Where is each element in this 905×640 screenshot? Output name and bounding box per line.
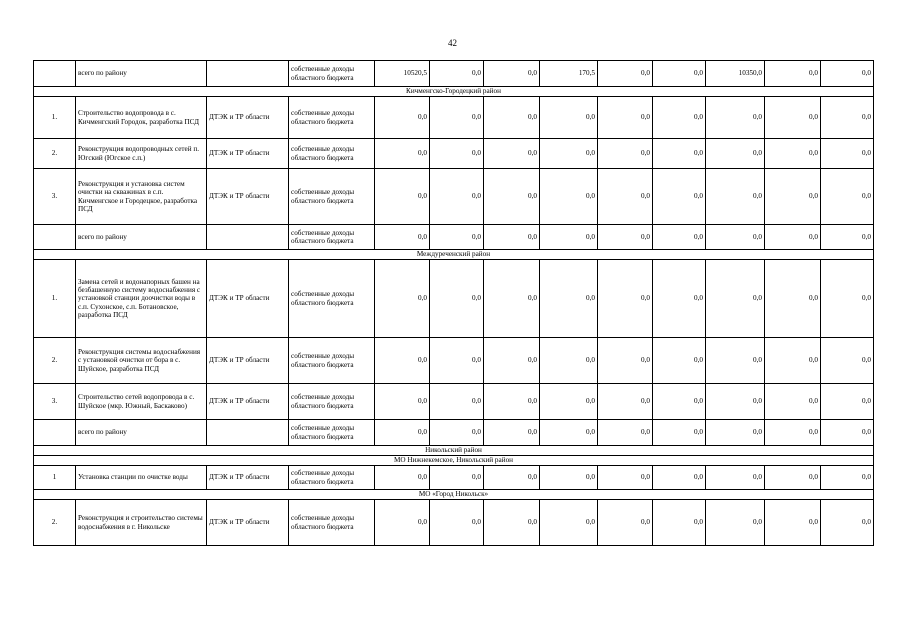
amount-cell: 0,0 <box>484 466 540 490</box>
funding-source: собственные доходы областного бюджета <box>289 97 375 139</box>
amount-cell: 0,0 <box>765 139 821 169</box>
amount-cell: 0,0 <box>430 338 484 384</box>
responsible-body: ДТЭК и ТР области <box>207 384 289 420</box>
funding-source: собственные доходы областного бюджета <box>289 338 375 384</box>
amount-cell: 0,0 <box>540 466 598 490</box>
responsible-body <box>207 420 289 446</box>
total-row <box>34 61 874 87</box>
amount-cell: 0,0 <box>706 500 765 546</box>
row-number <box>34 420 76 446</box>
table-row <box>34 139 874 169</box>
responsible-body: ДТЭК и ТР области <box>207 466 289 490</box>
amount-cell: 170,5 <box>540 61 598 87</box>
page-number: 42 <box>448 38 457 48</box>
responsible-body: ДТЭК и ТР области <box>207 139 289 169</box>
amount-cell: 0,0 <box>430 169 484 225</box>
responsible-body: ДТЭК и ТР области <box>207 500 289 546</box>
amount-cell: 0,0 <box>706 260 765 338</box>
amount-cell: 0,0 <box>375 169 430 225</box>
amount-cell: 0,0 <box>375 500 430 546</box>
amount-cell: 0,0 <box>598 420 653 446</box>
amount-cell: 0,0 <box>540 97 598 139</box>
amount-cell: 0,0 <box>653 139 706 169</box>
amount-cell: 0,0 <box>653 466 706 490</box>
amount-cell: 0,0 <box>765 500 821 546</box>
amount-cell: 0,0 <box>706 97 765 139</box>
amount-cell: 0,0 <box>540 260 598 338</box>
amount-cell: 0,0 <box>430 139 484 169</box>
row-number: 2. <box>34 500 76 546</box>
table-row <box>34 384 874 420</box>
row-number <box>34 225 76 250</box>
amount-cell: 0,0 <box>598 61 653 87</box>
row-number: 1. <box>34 260 76 338</box>
amount-cell: 0,0 <box>375 384 430 420</box>
table-row <box>34 466 874 490</box>
amount-cell: 0,0 <box>598 338 653 384</box>
project-name: Строительство водопровода в с. Кичменгский Городок, разработка ПСД <box>76 97 207 139</box>
amount-cell: 0,0 <box>375 97 430 139</box>
section-header-row <box>34 446 874 456</box>
amount-cell: 0,0 <box>653 500 706 546</box>
amount-cell: 0,0 <box>430 61 484 87</box>
funding-source: собственные доходы областного бюджета <box>289 225 375 250</box>
responsible-body: ДТЭК и ТР области <box>207 169 289 225</box>
row-number: 2. <box>34 338 76 384</box>
table-row <box>34 169 874 225</box>
project-name: всего по району <box>76 225 207 250</box>
amount-cell: 0,0 <box>598 260 653 338</box>
amount-cell: 0,0 <box>821 61 874 87</box>
amount-cell: 0,0 <box>821 169 874 225</box>
amount-cell: 0,0 <box>430 260 484 338</box>
amount-cell: 0,0 <box>484 61 540 87</box>
total-row <box>34 420 874 446</box>
amount-cell: 0,0 <box>653 420 706 446</box>
amount-cell: 0,0 <box>706 169 765 225</box>
project-name: Установка станции по очистке воды <box>76 466 207 490</box>
amount-cell: 0,0 <box>598 97 653 139</box>
budget-table <box>33 60 874 546</box>
amount-cell: 0,0 <box>821 139 874 169</box>
amount-cell: 0,0 <box>765 225 821 250</box>
project-name: всего по району <box>76 61 207 87</box>
responsible-body: ДТЭК и ТР области <box>207 338 289 384</box>
amount-cell: 0,0 <box>653 97 706 139</box>
amount-cell: 0,0 <box>484 260 540 338</box>
table-row <box>34 338 874 384</box>
amount-cell: 0,0 <box>540 500 598 546</box>
amount-cell: 0,0 <box>821 384 874 420</box>
responsible-body: ДТЭК и ТР области <box>207 260 289 338</box>
amount-cell: 0,0 <box>706 420 765 446</box>
funding-source: собственные доходы областного бюджета <box>289 139 375 169</box>
section-title: МО «Город Никольск» <box>34 490 874 500</box>
amount-cell: 0,0 <box>765 97 821 139</box>
amount-cell: 0,0 <box>430 384 484 420</box>
table-row <box>34 260 874 338</box>
amount-cell: 0,0 <box>706 338 765 384</box>
responsible-body: ДТЭК и ТР области <box>207 97 289 139</box>
amount-cell: 0,0 <box>706 384 765 420</box>
amount-cell: 0,0 <box>598 384 653 420</box>
amount-cell: 0,0 <box>821 420 874 446</box>
amount-cell: 0,0 <box>765 420 821 446</box>
amount-cell: 0,0 <box>430 225 484 250</box>
table-row <box>34 500 874 546</box>
amount-cell: 0,0 <box>821 260 874 338</box>
amount-cell: 0,0 <box>821 97 874 139</box>
row-number: 1 <box>34 466 76 490</box>
amount-cell: 0,0 <box>430 420 484 446</box>
amount-cell: 0,0 <box>765 338 821 384</box>
funding-source: собственные доходы областного бюджета <box>289 260 375 338</box>
section-title: Междуреченский район <box>34 250 874 260</box>
amount-cell: 0,0 <box>484 169 540 225</box>
amount-cell: 0,0 <box>540 420 598 446</box>
amount-cell: 0,0 <box>484 384 540 420</box>
funding-source: собственные доходы областного бюджета <box>289 384 375 420</box>
amount-cell: 0,0 <box>540 384 598 420</box>
funding-source: собственные доходы областного бюджета <box>289 500 375 546</box>
amount-cell: 10350,0 <box>706 61 765 87</box>
amount-cell: 0,0 <box>540 225 598 250</box>
row-number: 2. <box>34 139 76 169</box>
row-number: 1. <box>34 97 76 139</box>
amount-cell: 0,0 <box>706 466 765 490</box>
amount-cell: 0,0 <box>375 225 430 250</box>
amount-cell: 0,0 <box>653 384 706 420</box>
section-header-row <box>34 490 874 500</box>
amount-cell: 0,0 <box>540 169 598 225</box>
table-row <box>34 97 874 139</box>
project-name: Реконструкция и строительство системы водоснабжения в г. Никольске <box>76 500 207 546</box>
amount-cell: 0,0 <box>484 500 540 546</box>
funding-source: собственные доходы областного бюджета <box>289 169 375 225</box>
section-header-row <box>34 87 874 97</box>
amount-cell: 0,0 <box>821 338 874 384</box>
amount-cell: 0,0 <box>430 466 484 490</box>
amount-cell: 0,0 <box>706 139 765 169</box>
amount-cell: 0,0 <box>765 61 821 87</box>
amount-cell: 10520,5 <box>375 61 430 87</box>
amount-cell: 0,0 <box>765 466 821 490</box>
project-name: всего по району <box>76 420 207 446</box>
amount-cell: 0,0 <box>821 466 874 490</box>
amount-cell: 0,0 <box>540 338 598 384</box>
amount-cell: 0,0 <box>484 139 540 169</box>
responsible-body <box>207 61 289 87</box>
amount-cell: 0,0 <box>706 225 765 250</box>
funding-source: собственные доходы областного бюджета <box>289 466 375 490</box>
section-title: Кичменгско-Городецкий район <box>34 87 874 97</box>
project-name: Реконструкция и установка систем очистки на скважинах в с.п. Кичменгское и Городецкое, разработка ПСД <box>76 169 207 225</box>
amount-cell: 0,0 <box>821 500 874 546</box>
amount-cell: 0,0 <box>430 500 484 546</box>
amount-cell: 0,0 <box>598 139 653 169</box>
amount-cell: 0,0 <box>653 61 706 87</box>
section-title: Никольский район <box>34 446 874 456</box>
row-number: 3. <box>34 384 76 420</box>
funding-source: собственные доходы областного бюджета <box>289 61 375 87</box>
amount-cell: 0,0 <box>653 225 706 250</box>
amount-cell: 0,0 <box>598 225 653 250</box>
amount-cell: 0,0 <box>375 466 430 490</box>
amount-cell: 0,0 <box>484 420 540 446</box>
amount-cell: 0,0 <box>375 139 430 169</box>
amount-cell: 0,0 <box>653 338 706 384</box>
amount-cell: 0,0 <box>765 169 821 225</box>
amount-cell: 0,0 <box>765 260 821 338</box>
amount-cell: 0,0 <box>375 338 430 384</box>
amount-cell: 0,0 <box>765 384 821 420</box>
amount-cell: 0,0 <box>598 169 653 225</box>
amount-cell: 0,0 <box>653 260 706 338</box>
amount-cell: 0,0 <box>484 338 540 384</box>
amount-cell: 0,0 <box>540 139 598 169</box>
total-row <box>34 225 874 250</box>
row-number <box>34 61 76 87</box>
amount-cell: 0,0 <box>598 466 653 490</box>
project-name: Реконструкция водопроводных сетей п. Югский (Югское с.п.) <box>76 139 207 169</box>
section-header-row <box>34 456 874 466</box>
amount-cell: 0,0 <box>484 225 540 250</box>
project-name: Реконструкция системы водоснабжения с установкой очистки от бора в с. Шуйское, разработка ПСД <box>76 338 207 384</box>
funding-source: собственные доходы областного бюджета <box>289 420 375 446</box>
amount-cell: 0,0 <box>653 169 706 225</box>
amount-cell: 0,0 <box>821 225 874 250</box>
amount-cell: 0,0 <box>430 97 484 139</box>
responsible-body <box>207 225 289 250</box>
project-name: Замена сетей и водонапорных башен на безбашенную систему водоснабжения с установкой станции доочистки воды в с.п. Сухонское, с.п. Ботановское, разработка ПСД <box>76 260 207 338</box>
section-header-row <box>34 250 874 260</box>
amount-cell: 0,0 <box>375 260 430 338</box>
section-title: МО Нижнекемское, Никольский район <box>34 456 874 466</box>
amount-cell: 0,0 <box>484 97 540 139</box>
amount-cell: 0,0 <box>375 420 430 446</box>
amount-cell: 0,0 <box>598 500 653 546</box>
row-number: 3. <box>34 169 76 225</box>
project-name: Строительство сетей водопровода в с. Шуйское (мкр. Южный, Баскаково) <box>76 384 207 420</box>
